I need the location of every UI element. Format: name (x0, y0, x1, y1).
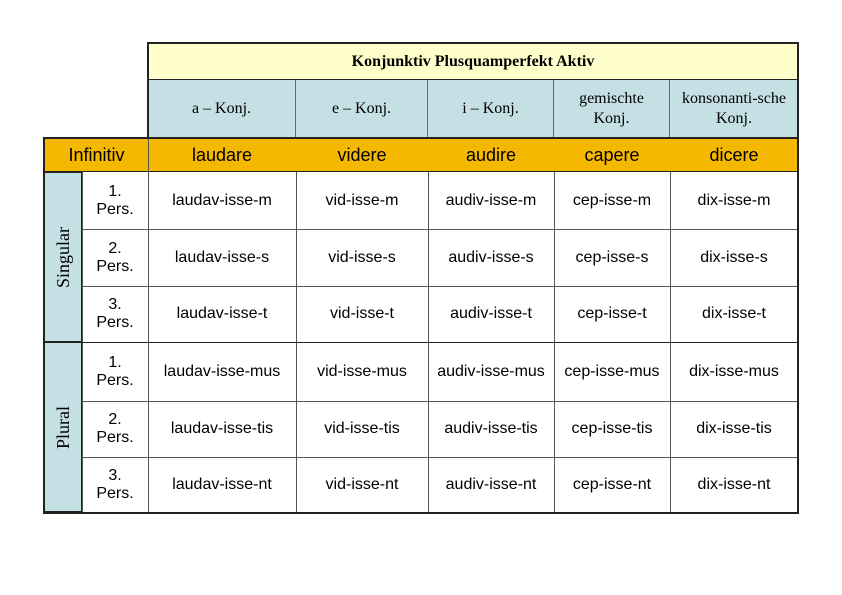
infinitive-laudare: laudare (148, 138, 296, 172)
form-cell: vid-isse-nt (296, 457, 428, 512)
column-header-gemischte-konj-label: gemischte Konj. (579, 90, 644, 127)
column-header-i-konj: i – Konj. (428, 80, 554, 138)
person-label-3-pl (82, 457, 148, 512)
form-cell: cep-isse-m (554, 172, 670, 229)
group-label-singular (44, 172, 82, 342)
form-cell: audiv-isse-t (428, 286, 554, 342)
person-label-1-pl (82, 342, 148, 401)
form-cell: audiv-isse-mus (428, 342, 554, 401)
person-label-2-sg-text: 2. Pers. (96, 239, 134, 275)
form-cell: dix-isse-mus (670, 342, 798, 401)
group-label-plural (44, 342, 82, 512)
group-label-singular-text: Singular (52, 226, 73, 288)
form-cell: vid-isse-t (296, 286, 428, 342)
form-cell: laudav-isse-tis (148, 401, 296, 457)
form-cell: audiv-isse-nt (428, 457, 554, 512)
infinitive-capere: capere (554, 138, 670, 172)
person-label-3-pl-text: 3. Pers. (96, 466, 134, 502)
form-cell: cep-isse-tis (554, 401, 670, 457)
person-label-1-pl-text: 1. Pers. (96, 353, 134, 389)
person-label-2-sg (82, 229, 148, 286)
grid-line (44, 342, 798, 343)
form-cell: cep-isse-s (554, 229, 670, 286)
form-cell: cep-isse-mus (554, 342, 670, 401)
grid-line (148, 138, 149, 512)
person-label-3-sg (82, 286, 148, 342)
form-cell: cep-isse-nt (554, 457, 670, 512)
form-cell: audiv-isse-m (428, 172, 554, 229)
column-header-gemischte-konj (554, 80, 670, 138)
group-label-plural-text: Plural (52, 405, 73, 449)
person-label-3-sg-text: 3. Pers. (96, 296, 134, 331)
form-cell: audiv-isse-s (428, 229, 554, 286)
form-cell: laudav-isse-mus (148, 342, 296, 401)
form-cell: vid-isse-mus (296, 342, 428, 401)
form-cell: cep-isse-t (554, 286, 670, 342)
form-cell: laudav-isse-nt (148, 457, 296, 512)
form-cell: dix-isse-t (670, 286, 798, 342)
form-cell: vid-isse-m (296, 172, 428, 229)
column-header-a-konj: a – Konj. (148, 80, 296, 138)
grid-line (82, 401, 798, 402)
form-cell: vid-isse-s (296, 229, 428, 286)
grid-line (82, 229, 798, 230)
infinitive-dicere: dicere (670, 138, 798, 172)
person-label-2-pl (82, 401, 148, 457)
form-cell: laudav-isse-t (148, 286, 296, 342)
form-cell: dix-isse-tis (670, 401, 798, 457)
form-cell: laudav-isse-s (148, 229, 296, 286)
grid-line (82, 286, 798, 287)
form-cell: dix-isse-s (670, 229, 798, 286)
person-label-2-pl-text: 2. Pers. (96, 411, 134, 446)
person-label-1-sg (82, 172, 148, 229)
column-header-konsonantische-konj-label: konsonanti-sche Konj. (682, 90, 786, 127)
form-cell: dix-isse-m (670, 172, 798, 229)
infinitive-label: Infinitiv (44, 138, 148, 172)
column-header-konsonantische-konj (670, 80, 798, 138)
person-label-1-sg-text: 1. Pers. (96, 182, 134, 218)
form-cell: laudav-isse-m (148, 172, 296, 229)
table-title: Konjunktiv Plusquamperfekt Aktiv (148, 43, 798, 80)
infinitive-videre: videre (296, 138, 428, 172)
form-cell: vid-isse-tis (296, 401, 428, 457)
infinitive-audire: audire (428, 138, 554, 172)
form-cell: dix-isse-nt (670, 457, 798, 512)
form-cell: audiv-isse-tis (428, 401, 554, 457)
grid-line (82, 457, 798, 458)
column-header-e-konj: e – Konj. (296, 80, 428, 138)
